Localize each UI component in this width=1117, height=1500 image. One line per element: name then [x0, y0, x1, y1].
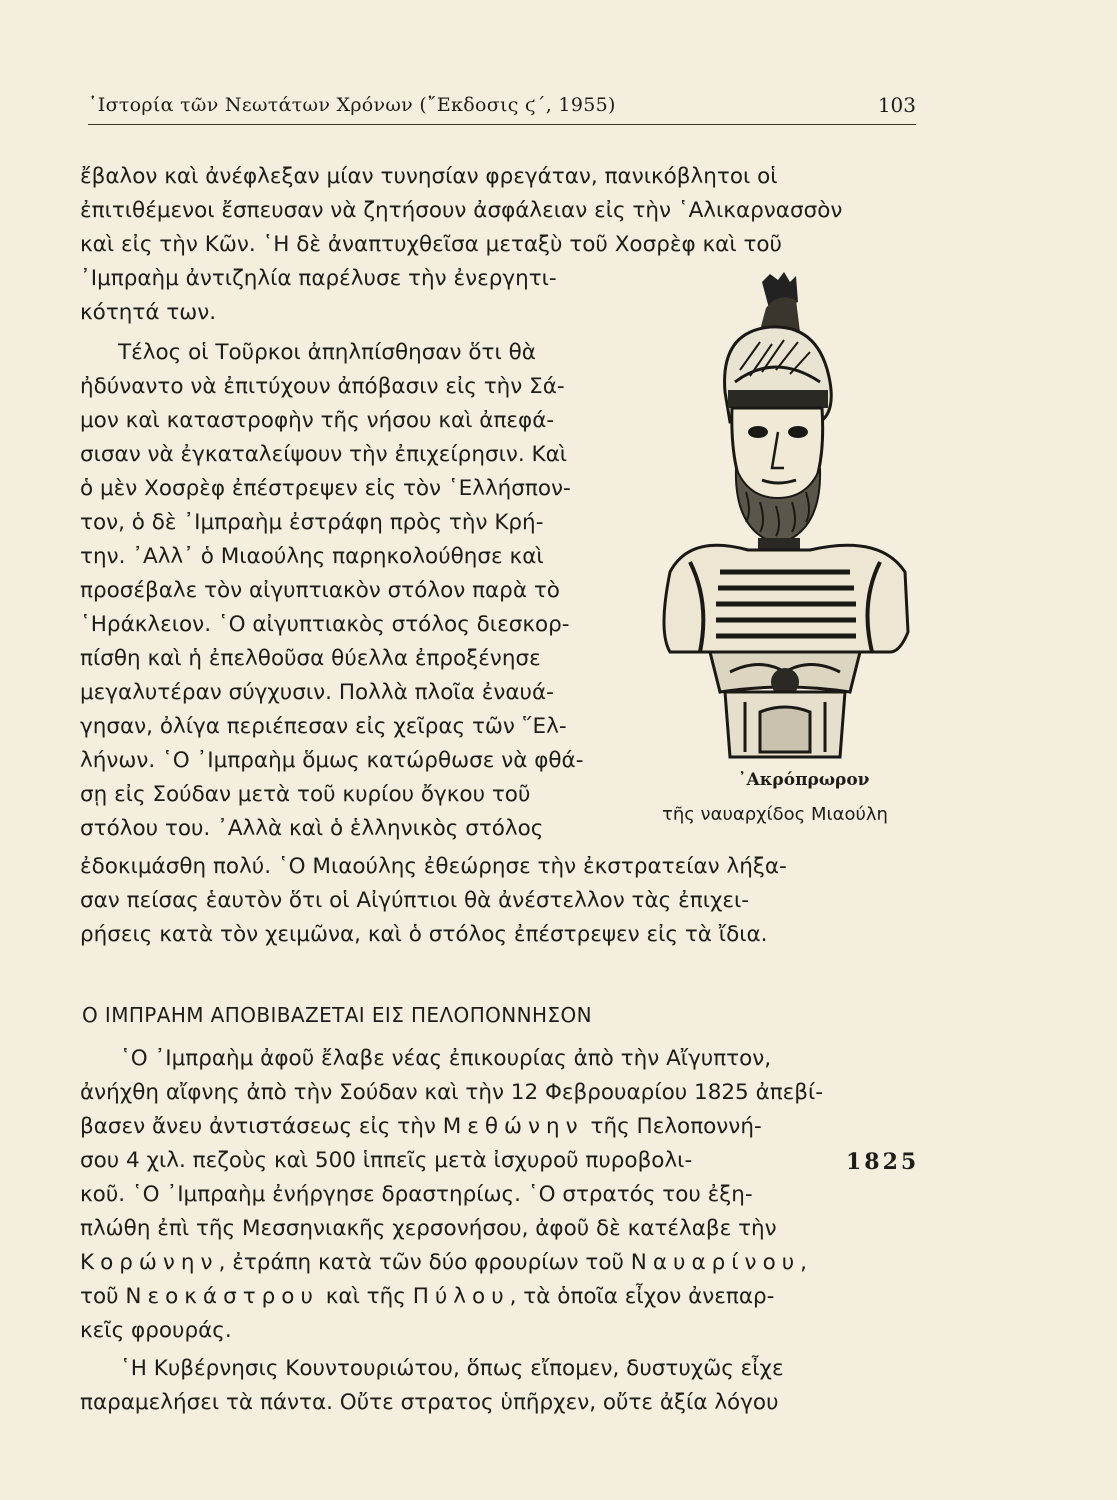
figurehead-illustration — [650, 272, 920, 772]
text-line: την. ᾿Αλλ᾿ ὁ Μιαούλης παρηκολούθησε καὶ — [80, 544, 544, 569]
text-segment: τοῦ — [80, 1284, 126, 1309]
section-heading: Ο ΙΜΠΡΑΗΜ ΑΠΟΒΙΒΑΖΕΤΑΙ ΕΙΣ ΠΕΛΟΠΟΝΝΗΣΟΝ — [82, 1003, 592, 1027]
place-name: Μεθώνην — [442, 1114, 584, 1139]
running-header — [88, 94, 916, 125]
text-segment: , — [800, 1250, 808, 1275]
text-line: Τέλος οἱ Τοῦρκοι ἀπηλπίσθησαν ὅτι θὰ — [118, 340, 536, 365]
text-line: ἔβαλον καὶ ἀνέφλεξαν μίαν τυνησίαν φρεγάταν, πανικόβλητοι οἱ — [80, 164, 778, 189]
text-line: ἠδύναντο νὰ ἐπιτύχουν ἀπόβασιν εἰς τὴν Σά- — [80, 374, 565, 399]
place-name: Πύλου — [412, 1284, 510, 1309]
text-line: πλώθη ἐπὶ τῆς Μεσσηνιακῆς χερσονήσου, ἀφοῦ δὲ κατέλαβε τὴν — [80, 1216, 777, 1241]
text-line — [80, 1246, 922, 1280]
text-line: ἐπιτιθέμενοι ἔσπευσαν νὰ ζητήσουν ἀσφάλειαν εἰς τὴν ῾Αλικαρνασσὸν — [80, 198, 843, 223]
text-segment: καὶ τῆς — [318, 1284, 413, 1309]
text-line: πίσθη καὶ ἡ ἐπελθοῦσα θύελλα ἐπροξένησε — [80, 646, 541, 671]
place-name: Ναυαρίνου — [630, 1250, 801, 1275]
text-line: τον, ὁ δὲ ᾿Ιμπραὴμ ἐστράφη πρὸς τὴν Κρή- — [80, 510, 544, 535]
text-line: ᾿Ιμπραὴμ ἀντιζηλία παρέλυσε τὴν ἐνεργητι- — [80, 266, 557, 291]
text-line: καὶ εἰς τὴν Κῶν. ῾Η δὲ ἀναπτυχθεῖσα μεταξὺ τοῦ Χοσρὲφ καὶ τοῦ — [80, 232, 782, 257]
text-line: γησαν, ὀλίγα περιέπεσαν εἰς χεῖρας τῶν ῞Ελ- — [80, 714, 567, 739]
text-line: λήνων. ῾Ο ᾿Ιμπραὴμ ὅμως κατώρθωσε νὰ φθά- — [80, 748, 584, 773]
text-line: ῾Ηράκλειον. ῾Ο αἰγυπτιακὸς στόλος διεσκορ- — [80, 612, 570, 637]
place-name: Νεοκάστρου — [125, 1284, 319, 1309]
text-line: κεῖς φρουράς. — [80, 1318, 232, 1343]
text-line: ἐδοκιμάσθη πολύ. ῾Ο Μιαούλης ἐθεώρησε τὴν ἐκστρατείαν λήξα- — [80, 854, 787, 879]
text-segment: , ἐτράπη κατὰ τῶν δύο φρουρίων τοῦ — [218, 1250, 631, 1275]
text-segment: , τὰ ὁποῖα εἶχον ἀνεπαρ- — [509, 1284, 775, 1309]
text-line: σαν πείσας ἑαυτὸν ὅτι οἱ Αἰγύπτιοι θὰ ἀνέστελλον τὰς ἐπιχει- — [80, 888, 750, 913]
margin-year: 1825 — [846, 1149, 920, 1175]
text-line: παραμελήσει τὰ πάντα. Οὔτε στρατος ὑπῆρχεν, οὔτε ἀξία λόγου — [80, 1390, 779, 1415]
text-segment: τῆς Πελοποννή- — [583, 1114, 762, 1139]
text-line: σῃ εἰς Σούδαν μετὰ τοῦ κυρίου ὄγκου τοῦ — [80, 782, 531, 807]
text-line: ρήσεις κατὰ τὸν χειμῶνα, καὶ ὁ στόλος ἐπέστρεψεν εἰς τὰ ἴδια. — [80, 922, 768, 947]
text-line: ὁ μὲν Χοσρὲφ ἐπέστρεψεν εἰς τὸν ῾Ελλήσπον- — [80, 476, 571, 501]
bust-drawing — [650, 272, 920, 772]
text-line: στόλου του. ᾿Αλλὰ καὶ ὁ ἑλληνικὸς στόλος — [80, 816, 544, 841]
text-line: σου 4 χιλ. πεζοὺς καὶ 500 ἱππεῖς μετὰ ἰσχυροῦ πυροβολι- — [80, 1148, 693, 1173]
text-line: κοῦ. ῾Ο ᾿Ιμπραὴμ ἐνήργησε δραστηρίως. ῾Ο στρατός του ἐξη- — [80, 1182, 753, 1207]
text-line — [80, 1110, 922, 1144]
text-line: ῾Ο ᾿Ιμπραὴμ ἀφοῦ ἔλαβε νέας ἐπικουρίας ἀπὸ τὴν Αἴγυπτον, — [120, 1046, 772, 1071]
text-line: προσέβαλε τὸν αἰγυπτιακὸν στόλον παρὰ τὸ — [80, 578, 560, 603]
text-line: κότητά των. — [80, 300, 217, 325]
page-number: 103 — [877, 93, 916, 117]
text-line: σισαν νὰ ἐγκαταλείψουν τὴν ἐπιχείρησιν. Καὶ — [80, 442, 568, 467]
text-line: ἀνήχθη αἴφνης ἀπὸ τὴν Σούδαν καὶ τὴν 12 Φεβρουαρίου 1825 ἀπεβί- — [80, 1080, 824, 1105]
figure-caption-title: ᾿Ακρόπρωρον — [738, 770, 870, 790]
text-segment: βασεν ἄνευ ἀντιστάσεως εἰς τὴν — [80, 1114, 443, 1139]
running-header-title: ῾Ιστορία τῶν Νεωτάτων Χρόνων (῎Εκδοσις ϛ΄, 1955) — [88, 94, 616, 116]
place-name: Κορώνην — [80, 1250, 219, 1275]
text-line: ῾Η Κυβέρνησις Κουντουριώτου, ὅπως εἴπομεν, δυστυχῶς εἶχε — [120, 1356, 784, 1381]
text-line: μον καὶ καταστροφὴν τῆς νήσου καὶ ἀπεφά- — [80, 408, 555, 433]
text-line — [80, 1280, 922, 1314]
figure-caption-text: τῆς ναυαρχίδος Μιαούλη — [662, 804, 888, 825]
text-line: μεγαλυτέραν σύγχυσιν. Πολλὰ πλοῖα ἐναυά- — [80, 680, 554, 705]
